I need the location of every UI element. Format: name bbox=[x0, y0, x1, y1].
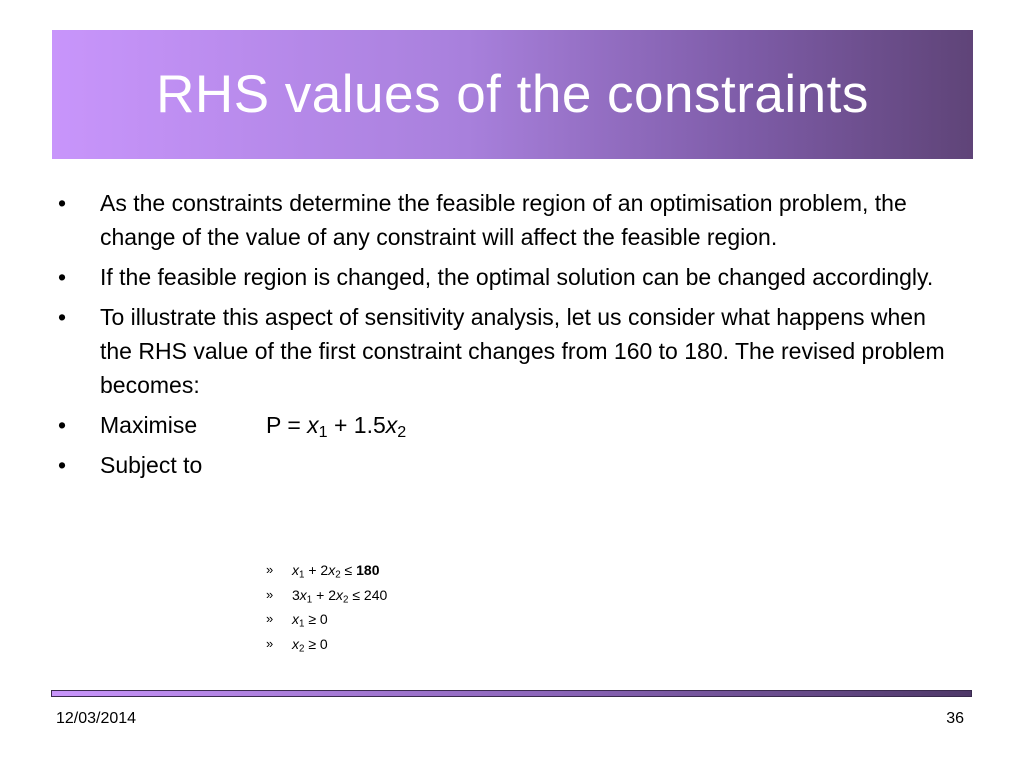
variable: x bbox=[292, 562, 299, 578]
bullet-item bbox=[56, 260, 956, 294]
objective-coefficient: + 1.5 bbox=[327, 412, 386, 438]
subscript: 1 bbox=[318, 423, 328, 442]
variable: x bbox=[336, 586, 343, 603]
constraint-item bbox=[266, 583, 387, 608]
sub-bullet-marker: » bbox=[266, 586, 274, 602]
sub-bullet-marker: » bbox=[266, 611, 274, 626]
sub-bullet-marker: » bbox=[266, 562, 274, 577]
variable: x bbox=[385, 412, 398, 438]
bullet-marker: • bbox=[58, 304, 67, 330]
subscript: 2 bbox=[299, 642, 305, 654]
constraint-item bbox=[266, 632, 387, 657]
title-banner bbox=[52, 30, 973, 159]
variable: x bbox=[299, 586, 307, 603]
variable: x bbox=[307, 412, 319, 438]
bullet-marker: • bbox=[58, 190, 67, 216]
variable: x bbox=[292, 611, 299, 627]
bullet-text: To illustrate this aspect of sensitivity analysis, let us consider what happens when the RHS value of the first constraint changes from 160 to 180. The revised problem becomes: bbox=[100, 304, 945, 398]
operator: + 2 bbox=[312, 586, 336, 603]
bullet-marker: • bbox=[58, 452, 67, 478]
bullet-item bbox=[56, 300, 956, 402]
variable: x bbox=[328, 562, 336, 578]
bullet-list bbox=[56, 186, 956, 488]
page-number: 36 bbox=[946, 710, 964, 727]
rhs-value: 240 bbox=[363, 586, 388, 603]
subscript: 2 bbox=[343, 593, 349, 605]
subscript: 2 bbox=[335, 569, 341, 581]
rhs-value: 180 bbox=[356, 562, 380, 578]
subscript: 1 bbox=[306, 593, 313, 605]
subscript: 1 bbox=[299, 569, 305, 581]
bullet-item bbox=[56, 186, 956, 254]
constraint-item bbox=[266, 607, 387, 632]
relation: ≤ bbox=[340, 562, 357, 578]
bullet-text: If the feasible region is changed, the optimal solution can be changed accordingly. bbox=[100, 264, 934, 290]
bullet-text: Subject to bbox=[100, 452, 203, 478]
coefficient: 3 bbox=[292, 586, 300, 603]
constraint-list bbox=[266, 558, 387, 656]
sub-bullet-marker: » bbox=[266, 635, 274, 651]
footer-date: 12/03/2014 bbox=[56, 710, 137, 727]
subscript: 1 bbox=[299, 618, 305, 630]
slide-title: RHS values of the constraints bbox=[156, 65, 869, 124]
rhs-value: 0 bbox=[319, 611, 328, 627]
bullet-marker: • bbox=[58, 412, 67, 438]
bullet-item bbox=[56, 448, 956, 482]
objective-prefix: P = bbox=[266, 412, 308, 438]
bullet-marker: • bbox=[58, 264, 67, 290]
constraint-item bbox=[266, 558, 387, 583]
relation: ≥ bbox=[304, 611, 320, 627]
bullet-text: As the constraints determine the feasible region of an optimisation problem, the change of the value of any constraint will affect the feasible region. bbox=[100, 190, 907, 250]
rhs-value: 0 bbox=[319, 635, 328, 652]
subscript: 2 bbox=[397, 423, 407, 442]
operator: + 2 bbox=[304, 562, 329, 578]
relation: ≤ bbox=[348, 586, 364, 603]
objective-function bbox=[56, 408, 956, 442]
variable: x bbox=[292, 635, 299, 652]
maximise-label: Maximise bbox=[100, 412, 198, 438]
footer-divider bbox=[51, 690, 972, 697]
relation: ≥ bbox=[304, 635, 320, 652]
